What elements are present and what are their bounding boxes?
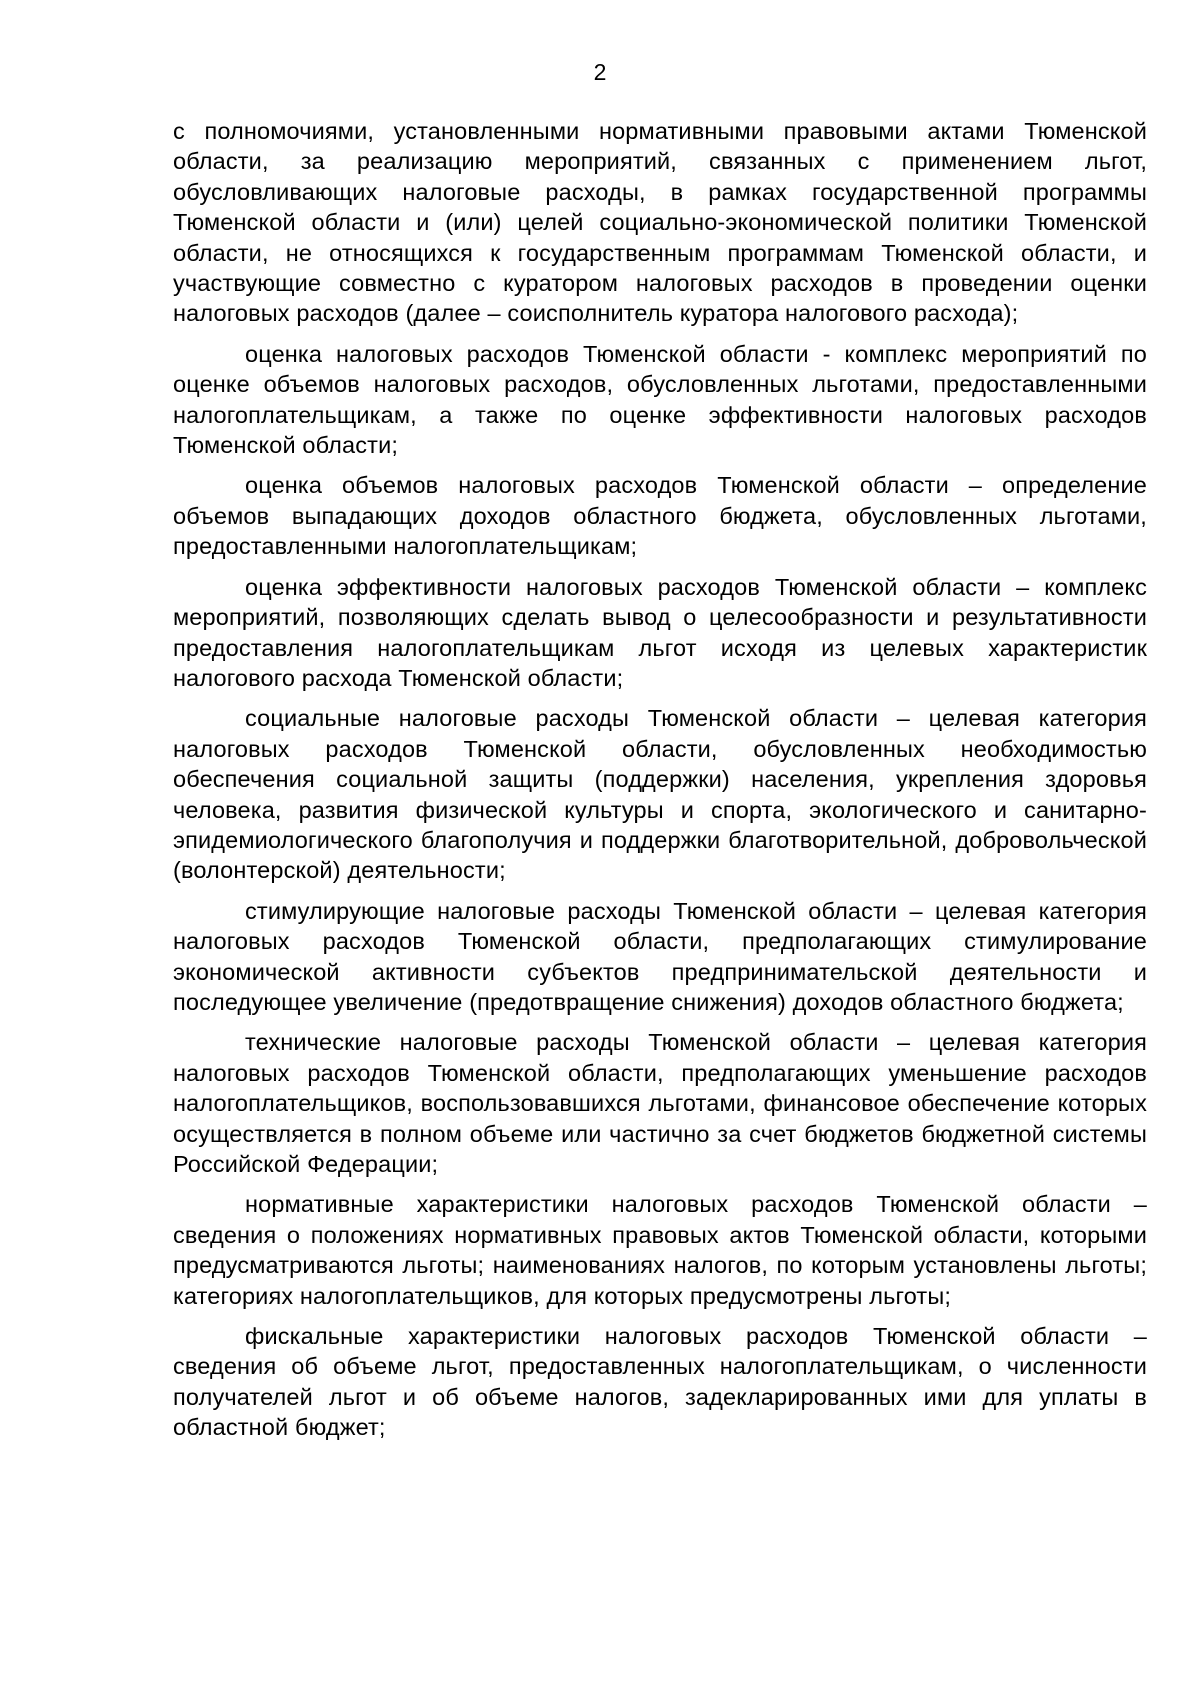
paragraph-definition: оценка налоговых расходов Тюменской области - комплекс мероприятий по оценке объемов налоговых расходов, обусловленных льготами, предоставленными налогоплательщикам, а также по оценке эффективности налоговых расходов Тюменской области; (173, 340, 1147, 459)
paragraph-definition: оценка объемов налоговых расходов Тюменской области – определение объемов выпадающих доходов областного бюджета, обусловленных льготами, предоставленными налогоплательщикам; (173, 472, 1147, 560)
paragraph-definition: оценка эффективности налоговых расходов Тюменской области – комплекс мероприятий, позволяющих сделать вывод о целесообразности и результативности предоставления налогоплательщикам льгот исходя из целевых характеристик налогового расхода Тюменской области; (173, 573, 1147, 691)
paragraph-definition: фискальные характеристики налоговых расходов Тюменской области – сведения об объеме льгот, предоставленных налогоплательщикам, о численности получателей льгот и об объеме налогов, задекларированных ими для уплаты в областной бюджет; (173, 1323, 1147, 1441)
document-body (173, 116, 1147, 1453)
paragraph-definition: технические налоговые расходы Тюменской области – целевая категория налоговых расходов Тюменской области, предполагающих уменьшение расходов налогоплательщиков, воспользовавшихся льготами, финансовое обеспечение которых осуществляется в полном объеме или частично за счет бюджетов бюджетной системы Российской Федерации; (173, 1029, 1147, 1177)
page-number: 2 (593, 59, 607, 85)
paragraph-definition: стимулирующие налоговые расходы Тюменской области – целевая категория налоговых расходов Тюменской области, предполагающих стимулирование экономической активности субъектов предпринимательской деятельности и последующее увеличение (предотвращение снижения) доходов областного бюджета; (173, 897, 1147, 1015)
paragraph-definition: социальные налоговые расходы Тюменской области – целевая категория налоговых расходов Тюменской области, обусловленных необходимостью обеспечения социальной защиты (поддержки) населения, укрепления здоровья человека, развития физической культуры и спорта, экологического и санитарно-эпидемиологического благополучия и поддержки благотворительной, добровольческой (волонтерской) деятельности; (173, 705, 1147, 884)
paragraph-continuation: с полномочиями, установленными нормативными правовыми актами Тюменской области, за реализацию мероприятий, связанных с применением льгот, обусловливающих налоговые расходы, в рамках государственной программы Тюменской области и (или) целей социально-экономической политики Тюменской области, не относящихся к государственным программам Тюменской области, и участвующие совместно с куратором налоговых расходов в проведении оценки налоговых расходов (далее – соисполнитель куратора налогового расхода); (173, 118, 1147, 327)
paragraph-definition: нормативные характеристики налоговых расходов Тюменской области – сведения о положениях нормативных правовых актов Тюменской области, которыми предусматриваются льготы; наименованиях налогов, по которым установлены льготы; категориях налогоплательщиков, для которых предусмотрены льготы; (173, 1191, 1147, 1309)
